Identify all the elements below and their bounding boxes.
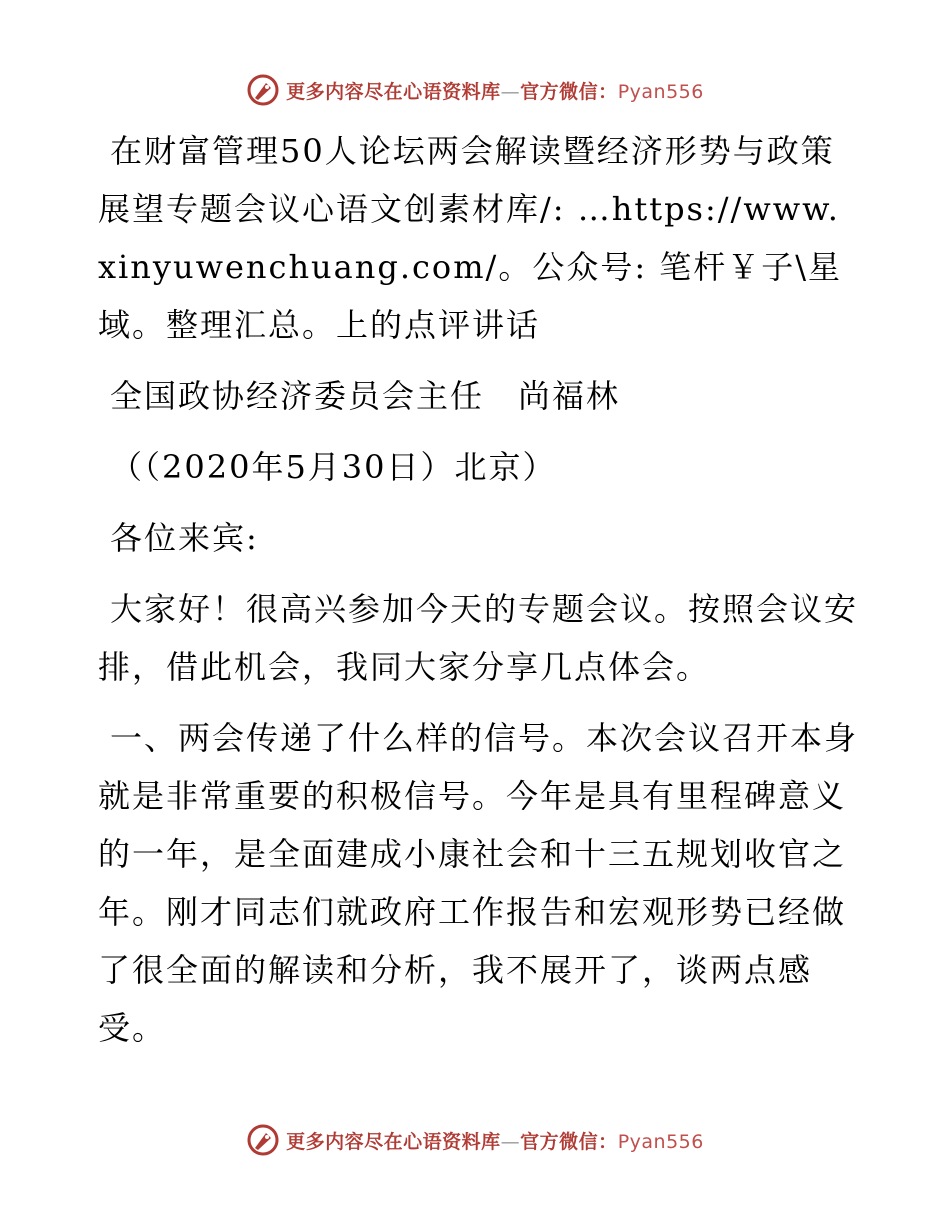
footer-banner-text	[286, 1127, 704, 1154]
document-body	[98, 122, 858, 1070]
footer-brand-text: 更多内容尽在心语资料库	[286, 1130, 501, 1153]
header-brand-text: 更多内容尽在心语资料库	[286, 80, 501, 103]
paragraph-section-one: 一、两会传递了什么样的信号。本次会议召开本身就是非常重要的积极信号。今年是具有里程碑意义的一年，是全面建成小康社会和十三五规划收官之年。刚才同志们就政府工作报告和宏观形势已经做了很全面的解读和分析，我不展开了，谈两点感受。	[98, 719, 859, 1047]
paragraph-greeting: 大家好！很高兴参加今天的专题会议。按照会议安排，借此机会，我同大家分享几点体会。	[98, 590, 859, 686]
pen-nib-logo-icon	[246, 1123, 280, 1157]
footer-wechat-id: Pyan556	[617, 1130, 704, 1153]
document-title: 在财富管理50人论坛两会解读暨经济形势与政策展望专题会议心语文创素材库/: …https://www.xinyuwenchuang.com/。公众号: 笔杆￥子\星域。整理汇总。上的点评讲话	[98, 132, 843, 344]
salutation: 各位来宾:	[110, 519, 259, 557]
speaker-line: 全国政协经济委员会主任 尚福林	[110, 377, 621, 415]
pen-nib-logo-icon	[246, 73, 280, 107]
header-separator: —	[500, 80, 521, 103]
header-wechat-label: 官方微信：	[520, 80, 618, 103]
header-wechat-id: Pyan556	[617, 80, 704, 103]
footer-banner	[0, 1120, 950, 1160]
header-banner-text	[286, 77, 704, 104]
footer-separator: —	[500, 1130, 521, 1153]
header-banner	[0, 70, 950, 110]
date-place-line: （（2020年5月30日）北京）	[110, 448, 557, 486]
footer-wechat-label: 官方微信：	[520, 1130, 618, 1153]
